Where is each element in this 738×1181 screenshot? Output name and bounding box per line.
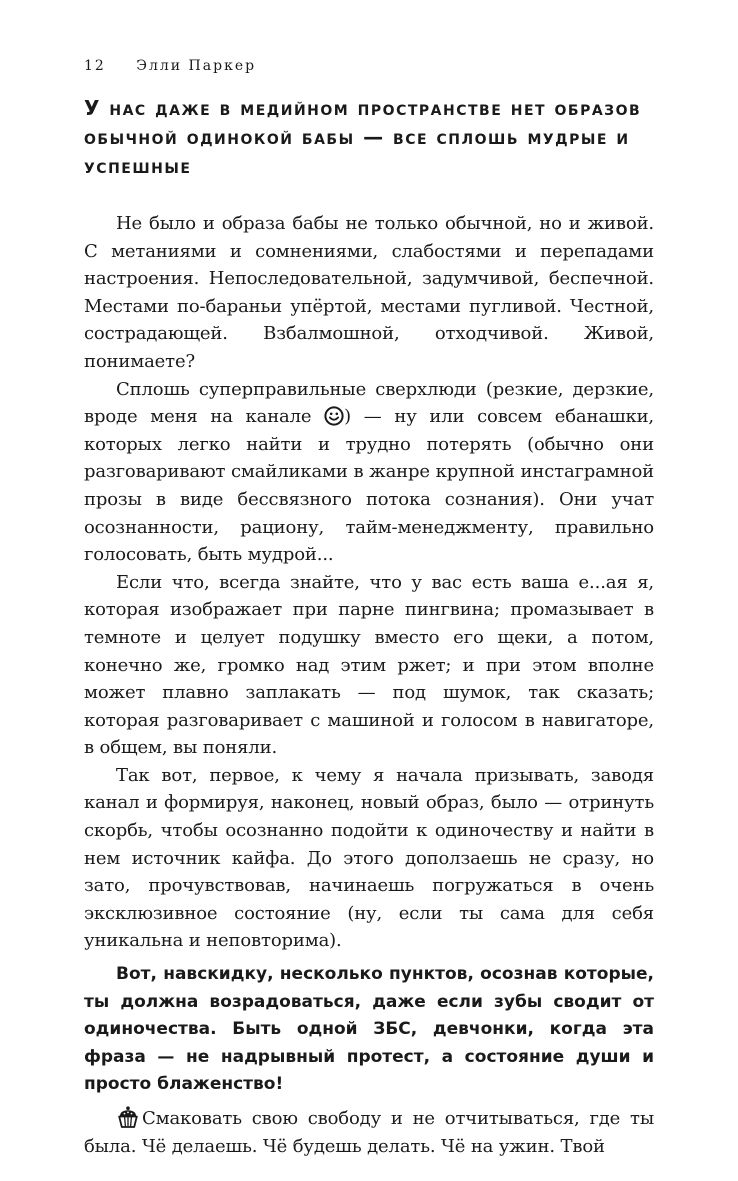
paragraph-2-end: ) — ну или совсем ебанашки, которых легко найти и трудно потерять (обычно они разговаривают смайликами в жанре крупной инстаграмной прозы в виде бессвязного потока сознания). Они учат осознанности, рациону, тайм-менеджменту, правильно голосовать, быть мудрой... xyxy=(84,406,654,566)
paragraph-1: Не было и образа бабы не только обычной, но и живой. С метаниями и сомнениями, слабостями и перепадами настроения. Непоследовательной, задумчивой, беспечной. Местами по-бараньи упёртой, местами пугливой. Честной, сострадающей. Взбалмошной, отходчивой. Живой, понимаете? xyxy=(84,213,654,372)
paragraph-6-text: Смаковать свою свободу и не отчитываться, где ты была. Чё делаешь. Чё будешь делать. Чё на ужин. Твой xyxy=(84,1108,654,1157)
body-text xyxy=(84,210,654,1160)
page-number: 12 xyxy=(84,58,106,74)
paragraph-3: Если что, всегда знайте, что у вас есть ваша е...ая я, которая изображает при парне пингвина; промазывает в темноте и целует подушку вместо его щеки, а потом, конечно же, громко над этим ржет; и при этом вполне может плавно заплакать — под шумок, так сказать; которая разговаривает с машиной и голосом в навигаторе, в общем, вы поняли. xyxy=(84,571,654,759)
section-heading: У нас даже в медийном пространстве нет образов обычной одинокой бабы — все сплошь мудрые и успешные xyxy=(84,96,642,178)
paragraph-2 xyxy=(84,376,654,569)
paragraph-4: Так вот, первое, к чему я начала призывать, заводя канал и формируя, наконец, новый образ, было — отринуть скорбь, чтобы осознанно подойти к одиночеству и найти в нем источник кайфа. До этого доползаешь не сразу, но зато, прочувствовав, начинаешь погружаться в очень эксклюзивное состояние (ну, если ты сама для себя уникальна и неповторима). xyxy=(84,764,654,952)
cupcake-bullet-icon xyxy=(116,1105,140,1129)
running-head xyxy=(84,57,256,75)
paragraph-6 xyxy=(84,1105,654,1160)
bold-paragraph: Вот, навскидку, несколько пунктов, осознав которые, ты должна возрадоваться, даже если зубы сводит от одиночества. Быть одной ЗБС, девчонки, когда эта фраза — не надрывный протест, а состояние души и просто блаженство! xyxy=(84,964,654,1095)
author-name: Элли Паркер xyxy=(136,58,257,74)
paragraph-2-start: Сплошь суперправильные сверхлюди (резкие, дерзкие, вроде меня на канале xyxy=(84,378,654,428)
smiley-face-icon xyxy=(324,406,344,426)
